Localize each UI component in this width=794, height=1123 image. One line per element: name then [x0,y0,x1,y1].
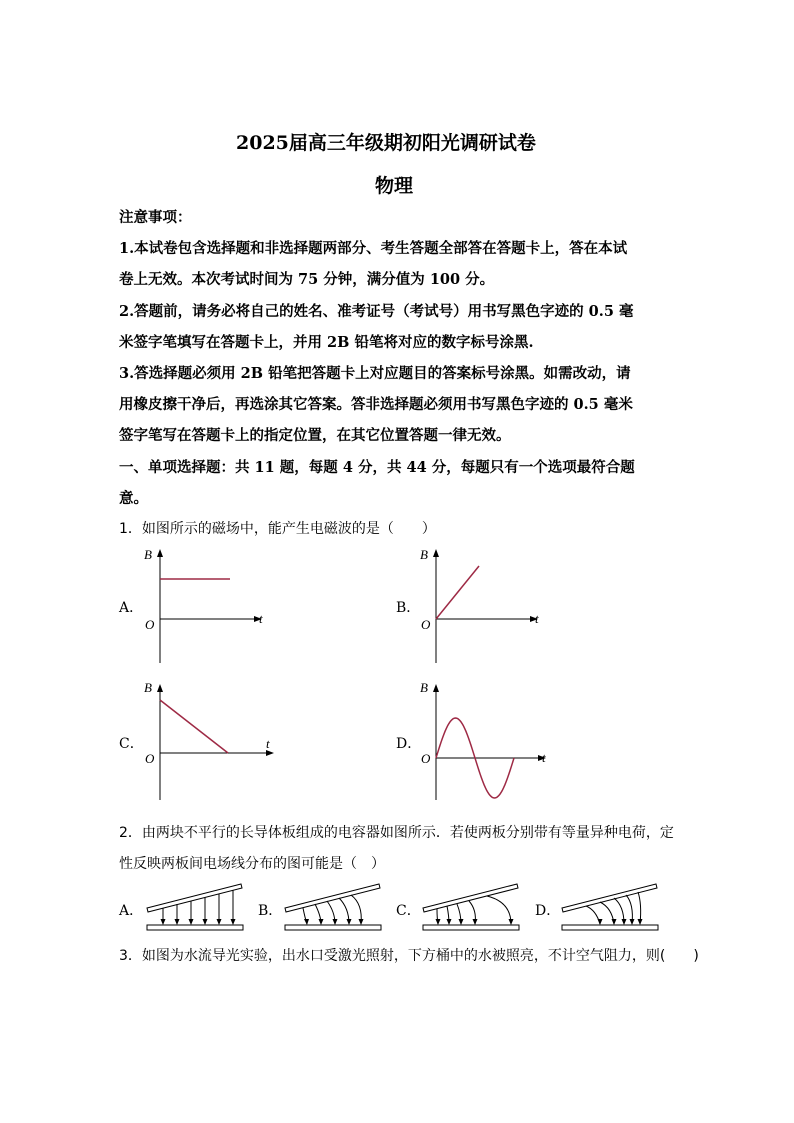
notice-line: 用橡皮擦干净后，再选涂其它答案。答非选择题必须用书写黑色字迹的 0.5 毫米 [119,396,633,413]
question-1-stem: 1．如图所示的磁场中，能产生电磁波的是（ ） [119,521,436,537]
q1-graph-c-curve [160,700,228,753]
notice-line: 米签字笔填写在答题卡上，并用 2B 铅笔将对应的数字标号涂黑. [119,334,534,351]
notice-line: 卷上无效。本次考试时间为 75 分钟，满分值为 100 分。 [119,271,495,288]
q1-graph-c [140,680,270,805]
q1-option-c-label: C． [119,736,144,752]
q1-option-b-label: B． [396,600,421,616]
notice-heading: 注意事项： [119,209,192,226]
notice-line: 1.本试卷包含选择题和非选择题两部分、考生答题全部答在答题卡上，答在本试 [119,240,628,257]
section-heading: 一、单项选择题：共 11 题，每题 4 分，共 44 分，每题只有一个选项最符合题 [119,459,635,476]
origin-label: O [145,617,155,632]
axis-label-t: t [266,736,270,751]
q2-diagram-a [145,880,245,935]
q1-option-d-label: D． [396,736,422,752]
origin-label: O [421,617,431,632]
exam-title: 2025届高三年级期初阳光调研试卷 [236,132,536,154]
subject-title: 物理 [375,175,414,197]
q2-diagram-d [560,880,660,935]
origin-label: O [421,751,431,766]
q2-option-d-label: D． [535,903,561,919]
q2-option-a-label: A． [119,903,144,919]
q2-option-b-label: B． [258,903,283,919]
question-2-stem: 性反映两板间电场线分布的图可能是（ ） [119,856,385,872]
q2-diagram-b [283,880,383,935]
q2-diagram-c [421,880,521,935]
axis-label-t: t [259,611,263,626]
notice-line: 3.答选择题必须用 2B 铅笔把答题卡上对应题目的答案标号涂黑。如需改动，请 [119,365,631,382]
section-heading: 意。 [119,490,148,507]
origin-label: O [145,751,155,766]
q1-option-a-label: A． [119,600,144,616]
q1-graph-b [416,545,546,670]
question-2-stem: 2．由两块不平行的长导体板组成的电容器如图所示．若使两板分别带有等量异种电荷，定 [119,825,674,841]
question-3-stem: 3．如图为水流导光实验，出水口受激光照射，下方桶中的水被照亮，不计空气阻力，则( ) [119,948,699,964]
axis-label-b: B [420,547,428,562]
axis-label-b: B [144,547,152,562]
notice-line: 签字笔写在答题卡上的指定位置，在其它位置答题一律无效。 [119,427,511,444]
q1-graph-a [140,545,270,670]
q2-option-c-label: C． [396,903,421,919]
q1-graph-d [416,680,556,805]
notice-line: 2.答题前，请务必将自己的姓名、准考证号（考试号）用书写黑色字迹的 0.5 毫 [119,303,634,320]
axis-label-b: B [144,680,152,695]
axis-label-t: t [535,611,539,626]
axis-label-t: t [542,750,546,765]
q1-graph-b-curve [436,566,479,619]
axis-label-b: B [420,680,428,695]
